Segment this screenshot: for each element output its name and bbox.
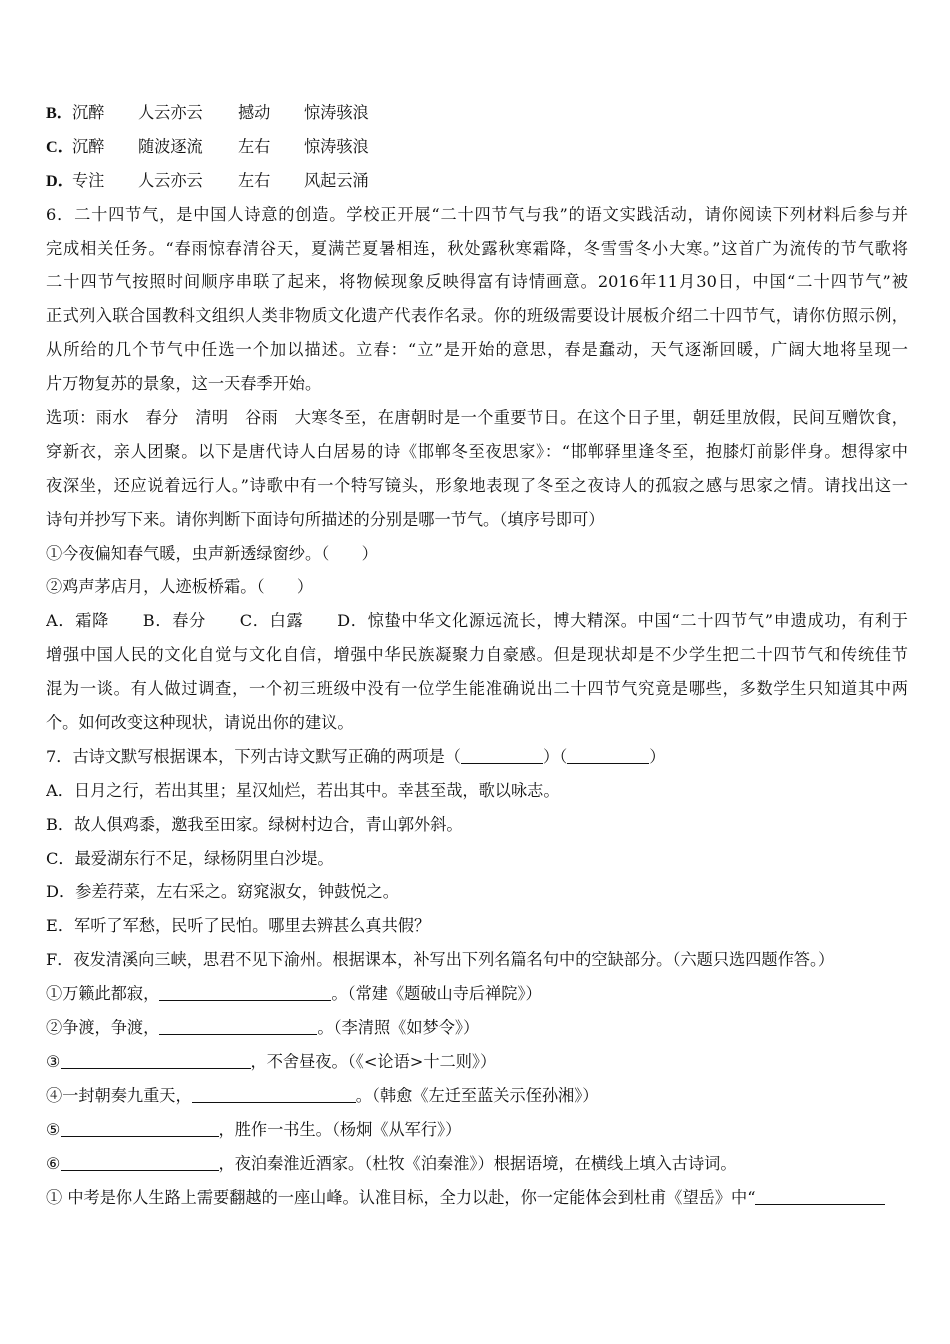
fill-line-6: ⑥ ，夜泊秦淮近酒家。（杜牧《泊秦淮》）根据语境，在横线上填入古诗词。 bbox=[46, 1153, 737, 1173]
answer-blank[interactable] bbox=[192, 1086, 356, 1103]
q6-line: 穿新衣，亲人团聚。以下是唐代诗人白居易的诗《邯郸冬至夜思家》：“邯郸驿里逢冬至，抱膝灯前影伴身。想得家中 bbox=[46, 441, 908, 461]
q6-line: 从所给的几个节气中任选一个加以描述。立春：“立”是开始的意思，春是蠢动，天气逐渐回暖，广阔大地将呈现一 bbox=[46, 340, 908, 360]
fill-line-last: ① 中考是你人生路上需要翻越的一座山峰。认准目标，全力以赴，你一定能体会到杜甫《望岳》中“ bbox=[46, 1181, 908, 1215]
q7-choice: B．故人俱鸡黍，邀我至田家。绿树村边合，青山郭外斜。 bbox=[46, 814, 463, 834]
q6-line: 增强中国人民的文化自觉与文化自信，增强中华民族凝聚力自豪感。但是现状却是不少学生把二十四节气和传统佳节 bbox=[46, 645, 908, 665]
q6-line: ②鸡声茅店月，人迹板桥霜。（ ） bbox=[46, 577, 314, 597]
fill-line-3: ③ ，不舍昼夜。（《<论语>十二则》） bbox=[46, 1051, 497, 1071]
q6-line: 混为一谈。有人做过调查，一个初三班级中没有一位学生能准确说出二十四节气究竟是哪些，多数学生只知道其中两 bbox=[46, 679, 908, 699]
answer-blank[interactable] bbox=[159, 1018, 317, 1035]
q7-choice: F．夜发清溪向三峡，思君不见下渝州。根据课本，补写出下列名篇名句中的空缺部分。（六题只选四题作答。） bbox=[46, 950, 835, 970]
q6-line: 夜深坐，还应说着远行人。”诗歌中有一个特写镜头，形象地表现了冬至之夜诗人的孤寂之感与思家之情。请找出这一 bbox=[46, 475, 908, 495]
q7-choice: E．军听了军愁，民听了民怕。哪里去辨甚么真共假？ bbox=[46, 916, 431, 936]
option-b: B．沉醉 人云亦云 撼动 惊涛骇浪 bbox=[46, 103, 369, 122]
q6-line: 正式列入联合国教科文组织人类非物质文化遗产代表作名录。你的班级需要设计展板介绍二十四节气，请你仿照示例， bbox=[46, 306, 908, 326]
q6-line: 完成相关任务。“春雨惊春清谷天，夏满芒夏暑相连，秋处露秋寒霜降，冬雪雪冬小大寒。”这首广为流传的节气歌将 bbox=[46, 238, 908, 258]
q7-stem: 7．古诗文默写根据课本，下列古诗文默写正确的两项是（ ）（ ） bbox=[46, 746, 666, 766]
q7-choice: C．最爱湖东行不足，绿杨阴里白沙堤。 bbox=[46, 848, 334, 868]
answer-blank[interactable] bbox=[461, 747, 543, 764]
q6-line: A．霜降 B．春分 C．白露 D．惊蛰中华文化源远流长，博大精深。中国“二十四节气”申遗成功，有利于 bbox=[46, 611, 908, 631]
answer-blank[interactable] bbox=[61, 1052, 251, 1069]
fill-line-2: ②争渡，争渡， 。（李清照《如梦令》） bbox=[46, 1018, 480, 1038]
q6-line: ①今夜偏知春气暖，虫声新透绿窗纱。（ ） bbox=[46, 543, 378, 563]
fill-line-4: ④一封朝奏九重天， 。（韩愈《左迁至蓝关示侄孙湘》） bbox=[46, 1085, 599, 1105]
q6-line: 个。如何改变这种现状，请说出你的建议。 bbox=[46, 713, 354, 733]
q7-choice: A．日月之行，若出其里；星汉灿烂，若出其中。幸甚至哉，歌以咏志。 bbox=[46, 780, 560, 800]
exam-page bbox=[46, 96, 908, 1214]
option-d: D．专注 人云亦云 左右 风起云涌 bbox=[46, 170, 369, 190]
q6-line: 6．二十四节气，是中国人诗意的创造。学校正开展“二十四节气与我”的语文实践活动，请你阅读下列材料后参与并 bbox=[46, 204, 908, 224]
q6-line: 选项：雨水 春分 清明 谷雨 大寒冬至，在唐朝时是一个重要节日。在这个日子里，朝廷里放假，民间互赠饮食， bbox=[46, 408, 908, 428]
q7-choice: D．参差荇菜，左右采之。窈窕淑女，钟鼓悦之。 bbox=[46, 882, 399, 902]
q6-line: 诗句并抄写下来。请你判断下面诗句所描述的分别是哪一节气。（填序号即可） bbox=[46, 509, 605, 529]
q6-line: 片万物复苏的景象，这一天春季开始。 bbox=[46, 374, 322, 394]
fill-line-5: ⑤ ，胜作一书生。（杨炯《从军行》） bbox=[46, 1119, 462, 1139]
q6-line: 二十四节气按照时间顺序串联了起来，将物候现象反映得富有诗情画意。2016年11月30日，中国“二十四节气”被 bbox=[46, 272, 908, 292]
answer-blank[interactable] bbox=[61, 1120, 219, 1137]
fill-line-1: ①万籁此都寂， 。（常建《题破山寺后禅院》） bbox=[46, 984, 542, 1004]
answer-blank[interactable] bbox=[755, 1188, 885, 1205]
answer-blank[interactable] bbox=[61, 1154, 219, 1171]
answer-blank[interactable] bbox=[567, 747, 649, 764]
answer-blank[interactable] bbox=[159, 984, 331, 1001]
option-c: C．沉醉 随波逐流 左右 惊涛骇浪 bbox=[46, 136, 369, 156]
